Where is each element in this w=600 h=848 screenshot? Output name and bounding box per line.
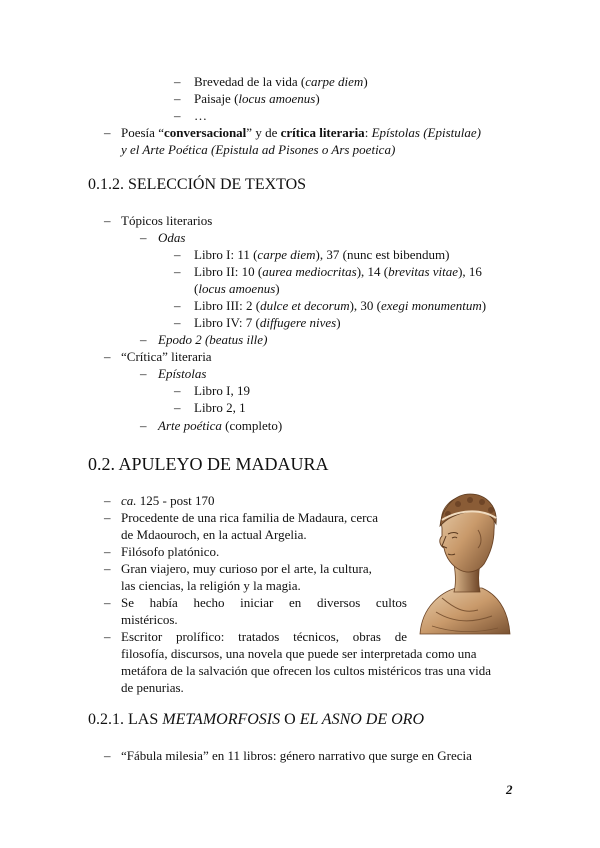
list-item-fechas: ca. 125 - post 170 [121, 493, 215, 508]
list-item-arte: Arte poética (completo) [158, 418, 283, 433]
list-item-filosofo: Filósofo platónico. [121, 544, 220, 559]
list-item-poesia: Poesía “conversacional” y de crítica literaria: Epístolas (Epistulae) [121, 125, 481, 140]
bullet-dash: – [104, 561, 111, 576]
list-item-cultos: Se había hecho iniciar en diversos cultos [121, 595, 407, 610]
bullet-dash: – [140, 230, 147, 245]
list-item-fabula: “Fábula milesia” en 11 libros: género narrativo que surge en Grecia [121, 748, 472, 763]
list-item-topicos: Tópicos literarios [121, 213, 213, 228]
list-item-epistolas: Epístolas [158, 366, 207, 381]
bullet-dash: – [174, 108, 181, 123]
bullet-dash: – [104, 213, 111, 228]
list-item-escritor-cont-1: filosofía, discursos, una novela que puede ser interpretada como una [121, 646, 477, 661]
list-item-procedente: Procedente de una rica familia de Madaura, cerca [121, 510, 378, 525]
list-item-procedente-cont: de Mdaouroch, en la actual Argelia. [121, 527, 307, 542]
bullet-dash: – [174, 315, 181, 330]
list-item-escritor: Escritor prolífico: tratados técnicos, obras de [121, 629, 407, 644]
page-number: 2 [506, 782, 513, 797]
bullet-dash: – [140, 366, 147, 381]
bullet-dash: – [174, 247, 181, 262]
list-item-libro-1: Libro I: 11 (carpe diem), 37 (nunc est bibendum) [194, 247, 450, 262]
list-item-libro-2-cont: (locus amoenus) [194, 281, 280, 296]
list-item-paisaje: Paisaje (locus amoenus) [194, 91, 320, 106]
list-item-poesia-cont: y el Arte Poética (Epistula ad Pisones o Ars poetica) [121, 142, 396, 157]
list-item-brevedad: Brevedad de la vida (carpe diem) [194, 74, 368, 89]
bullet-dash: – [174, 298, 181, 313]
bullet-dash: – [104, 629, 111, 644]
list-item-libro-4: Libro IV: 7 (diffugere nives) [194, 315, 341, 330]
list-item-viajero-cont: las ciencias, la religión y la magia. [121, 578, 301, 593]
apuleius-bust-image [412, 488, 512, 636]
list-item-escritor-cont-3: de penurias. [121, 680, 184, 695]
bullet-dash: – [174, 383, 181, 398]
bullet-dash: – [140, 332, 147, 347]
bullet-dash: – [174, 264, 181, 279]
bullet-dash: – [104, 493, 111, 508]
list-item-viajero: Gran viajero, muy curioso por el arte, la cultura, [121, 561, 372, 576]
list-item-ellipsis: … [194, 108, 207, 123]
list-item-cultos-cont: mistéricos. [121, 612, 178, 627]
bullet-dash: – [174, 91, 181, 106]
section-heading-apuleyo: 0.2. APULEYO DE MADAURA [88, 454, 329, 474]
bullet-dash: – [104, 349, 111, 364]
bullet-dash: – [140, 418, 147, 433]
list-item-odas: Odas [158, 230, 186, 245]
bullet-dash: – [174, 400, 181, 415]
section-heading-seleccion: 0.1.2. SELECCIÓN DE TEXTOS [88, 176, 307, 193]
bullet-dash: – [104, 595, 111, 610]
bullet-dash: – [104, 544, 111, 559]
list-item-escritor-cont-2: metáfora de la salvación que ofrecen los cultos mistéricos tras una vida [121, 663, 492, 678]
list-item-ep-libro-2: Libro 2, 1 [194, 400, 246, 415]
list-item-ep-libro-1: Libro I, 19 [194, 383, 250, 398]
list-item-libro-3: Libro III: 2 (dulce et decorum), 30 (exegi monumentum) [194, 298, 487, 313]
bullet-dash: – [174, 74, 181, 89]
bullet-dash: – [104, 748, 111, 763]
bullet-dash: – [104, 125, 111, 140]
list-item-libro-2: Libro II: 10 (aurea mediocritas), 14 (brevitas vitae), 16 [194, 264, 482, 279]
list-item-epodo: Epodo 2 (beatus ille) [158, 332, 268, 347]
list-item-critica: “Crítica” literaria [121, 349, 212, 364]
bullet-dash: – [104, 510, 111, 525]
section-heading-metamorfosis: 0.2.1. LAS METAMORFOSIS O EL ASNO DE ORO [88, 711, 425, 728]
